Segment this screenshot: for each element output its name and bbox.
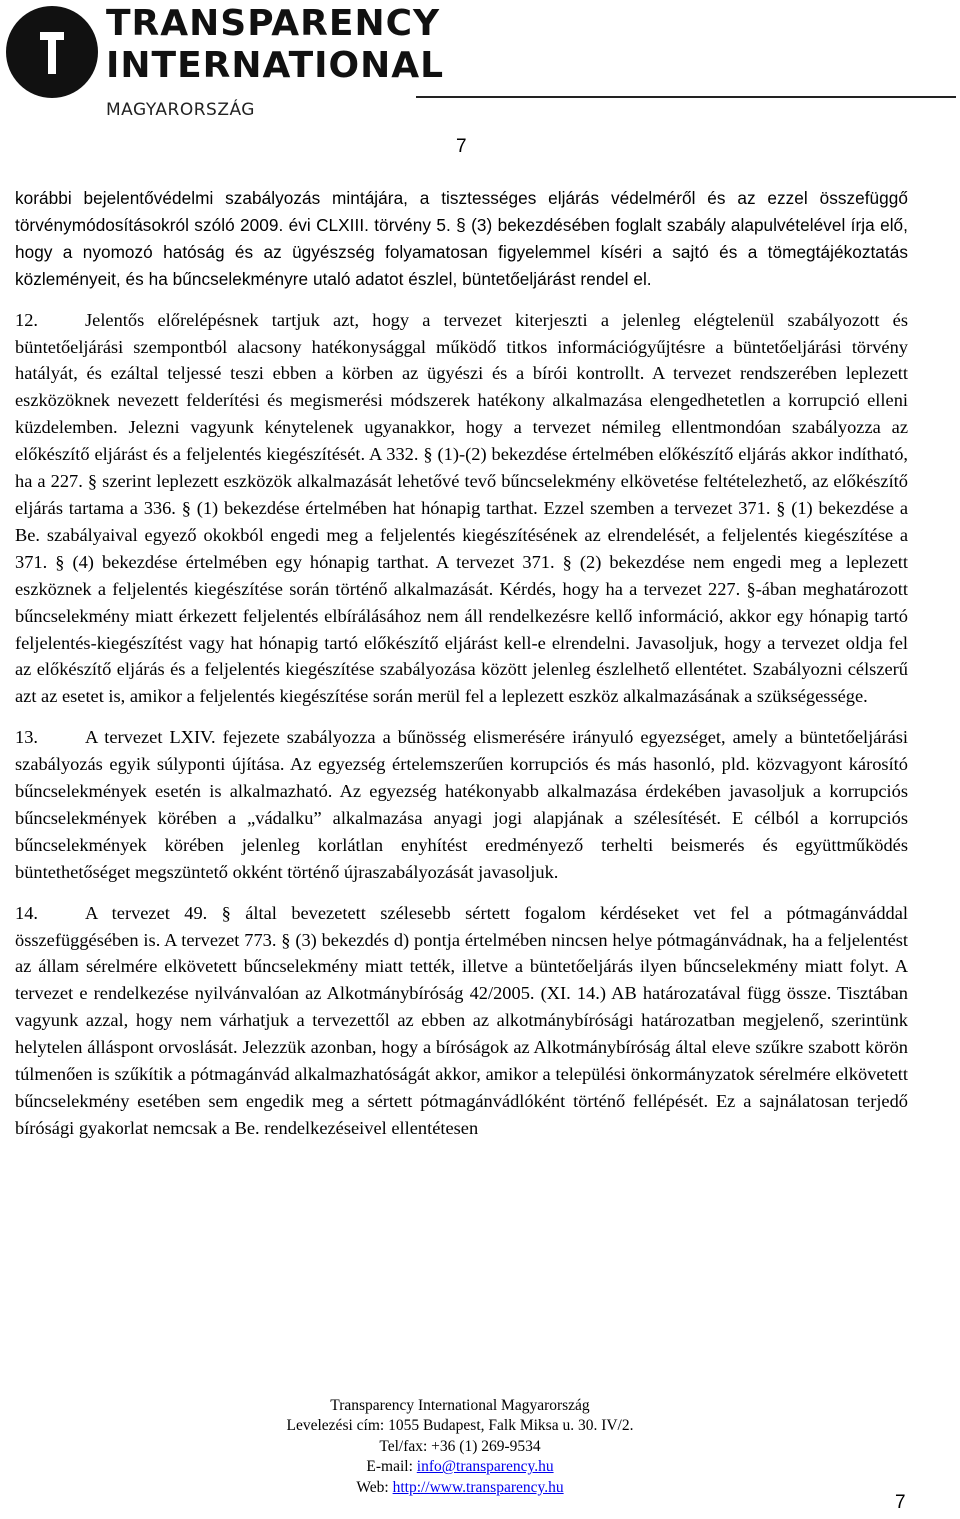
header-rule xyxy=(416,96,956,98)
email-link[interactable]: info@transparency.hu xyxy=(416,1458,554,1476)
paragraph-13 xyxy=(15,724,908,885)
paragraph-number: 12. xyxy=(15,309,38,330)
paragraph-text: A tervezet 49. § által bevezetett szélesebb sértett fogalom kérdéseket vet fel a pótmagánváddal összefüggésében is. A tervezet 773. § (3) bekezdés d) pontja értelmében nincsen helye pótmagánvádnak, ha a feljelentést az állam sérelmére elkövetett bűncselekmény miatt tették, illetve a büntetőeljárás ilyen bűncselekmény miatt folyt. A tervezet e rendelkezése nyilvánvalóan az Alkotmánybíróság 42/2005. (XI. 14.) AB határozatával függ össze. Tisztában vagyunk azzal, hogy nem várhatjuk a tervezettől az ebben az alkotmánybírósági határozatban megjelenő, szerintünk helytelen álláspont orvoslását. Jelezzük azonban, hogy a bíróságok az Alkotmánybíróság által eleve szűkre szabott körön túlmenően is szűkítik a pótmagánvád alkalmazhatóságát akkor, amikor a települési önkormányzatok sérelmére elkövetett bűncselekmény esetében sem engedik meg a sértett pótmagánvádlóként történő fellépését. Ez a sajnálatosan terjedő bírósági gyakorlat nemcsak a Be. rendelkezéseivel ellentétesen xyxy=(15,902,908,1138)
paragraph-text: A tervezet LXIV. fejezete szabályozza a bűnösség elismerésére irányuló egyezséget, amely a büntetőeljárási szabályozás egyik súlyponti újítása. Az egyezség értelemszerűen korrupciós és más hasonló, pld. közvagyont károsító bűncselekmények esetén is alkalmazható. Az egyezség hatékonyabb alkalmazása érdekében javasoljuk a korrupciós bűncselekmények körében a „vádalku” alkalmazása anyagi jogi alapjának a szélesítését. E célból a korrupciós bűncselekmények körében jelenleg korlátlan enyhítést eredményező terhelti beismerés és együttműködés büntethetőséget megszüntető okként történő újraszabályozását javasoljuk. xyxy=(15,727,908,882)
email-label: E-mail: xyxy=(366,1458,417,1476)
transparency-logo-icon xyxy=(4,4,100,100)
paragraph-text: Jelentős előrelépésnek tartjuk azt, hogy a tervezet kiterjeszti a jelenleg elégtelenül szabályozott és büntetőeljárási szempontból alacsony hatékonysággal működő titkos információgyűjtésre a büntetőeljárási törvény hatályát, és ezáltal teljessé teszi ebben a körben az ügyészi és a bírói kontrollt. A tervezet rendszerében leplezett eszközöknek nevezett felderítési és megismerési módszerek hatékony alkalmazása elengedhetetlen a korrupció elleni küzdelemben. Jelezni vagyunk kénytelenek ugyanakkor, hogy a tervezet némileg ellentmondóan szabályozza az előkészítő eljárást és a feljelentés kiegészítését. A 332. § (1)-(2) bekezdése értelmében előkészítő eljárás akkor indítható, ha a 227. § szerint leplezett eszközök alkalmazását lehetővé tevő bűncselekmény elkövetése feltételezhető, az előkészítő eljárás tartama a 336. § (1) bekezdése értelmében hat hónapig tarthat. Ezzel szemben a tervezet 371. § (1) bekezdése a Be. szabályaival egyező okokból engedi meg a feljelentés kiegészítésének az elrendelését, a feljelentés kiegészítése a 371. § (4) bekezdése értelmében egy hónapig tarthat. A tervezet 371. § (2) bekezdése nem engedi meg a leplezett eszköznek a feljelentés kiegészítése során történő alkalmazását. Kérdés, hogy ha a tervezet 227. §-ában meghatározott bűncselekmény miatt érkezett feljelentés elbírálásához nem áll rendelkezésre kellő információ, akkor egy hónapig tartó feljelentés-kiegészítést vagy hat hónapig tartó előkészítő eljárást kell-e elrendelni. Javasoljuk, hogy a tervezet oldja fel az előkészítő eljárás és a feljelentés kiegészítése szabályozása között jelenleg észlelhető ellentétet. Szabályozni célszerű azt az esetet is, amikor a feljelentés kiegészítése során merül fel a leplezett eszköz alkalmazásának a szükségessége. xyxy=(15,309,908,707)
footer-org: Transparency International Magyarország xyxy=(330,1397,590,1414)
letterhead xyxy=(0,0,960,125)
document-body xyxy=(15,185,908,1156)
paragraph-number: 14. xyxy=(15,902,38,923)
logo-subtitle: MAGYARORSZÁG xyxy=(106,100,255,120)
paragraph-12 xyxy=(15,307,908,711)
footer-email-line xyxy=(0,1457,920,1477)
paragraph-number: 13. xyxy=(15,727,38,748)
logo-line-2: INTERNATIONAL xyxy=(106,45,445,86)
web-label: Web: xyxy=(356,1478,393,1496)
footer-address: Levelezési cím: 1055 Budapest, Falk Miksa u. 30. IV/2. xyxy=(286,1417,634,1435)
paragraph-14 xyxy=(15,900,908,1142)
paragraph-continuation: korábbi bejelentővédelmi szabályozás mintájára, a tisztességes eljárás védelméről és az ezzel összefüggő törvénymódosításokról szóló 2009. évi CLXIII. törvény 5. § (3) bekezdésében foglalt szabály alapulvételével írja elő, hogy a nyomozó hatóság és az ügyészség folyamatosan figyelemmel kíséri a sajtó és a tömegtájékoztatás közleményeit, és ha bűncselekményre utaló adatot észlel, büntetőeljárást rendel el. xyxy=(15,188,908,289)
page-number-bottom: 7 xyxy=(895,1492,906,1513)
footer-web-line xyxy=(0,1478,920,1498)
footer-tel: Tel/fax: +36 (1) 269-9534 xyxy=(379,1437,541,1455)
page-number-top: 7 xyxy=(456,136,467,157)
footer xyxy=(0,1396,920,1498)
web-link[interactable]: http://www.transparency.hu xyxy=(392,1478,564,1496)
logo-line-1: TRANSPARENCY xyxy=(106,3,441,44)
